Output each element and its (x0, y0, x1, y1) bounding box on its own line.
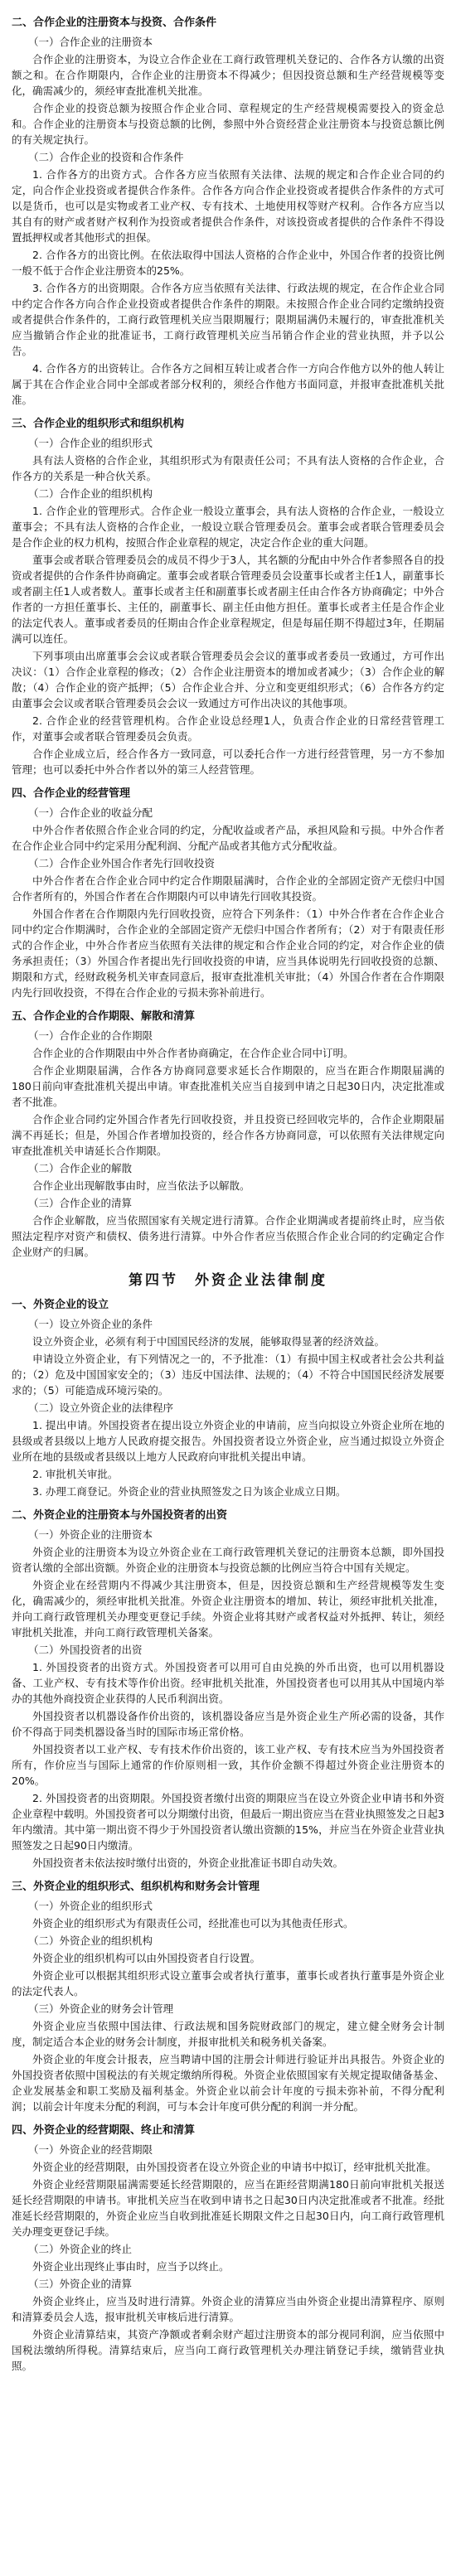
subheading: （一）合作企业的组织形式 (28, 437, 153, 449)
subheading: （二）设立外资企业的法律程序 (28, 1402, 174, 1414)
subheading: （一）外资企业的组织形式 (28, 1900, 153, 1912)
heading-jv-capital: 二、合作企业的注册资本与投资、合作条件 (12, 17, 217, 29)
paragraph: 外资企业的年度会计报表，应当聘请中国的注册会计师进行验证并出具报告。外资企业的外国投资者依照中国税法的有关规定缴纳所得税。外资企业依照国家有关规定提取储备基金、企业发展基金和职工奖励及福利基金。外资企业以前会计年度的亏损未弥补前，不得分配利润；以前会计年度未分配的利润，可与本会计年度可供分配的利润一并分配。 (12, 2053, 444, 2113)
heading-jv-organization: 三、合作企业的组织形式和组织机构 (12, 418, 185, 430)
paragraph: 外资企业在经营期内不得减少其注册资本，但是，因投资总额和生产经营规模等发生变化，确需减少的，须经审批机关批准。外资企业注册资本的增加、转让，须经审批机关批准，并向工商行政管理机关办理变更登记手续。外资企业将其财产或者权益对外抵押、转让，须经审批机关批准，并向工商行政管理机关备案。 (12, 1579, 444, 1639)
paragraph: 2. 合作各方的出资比例。在依法取得中国法人资格的合作企业中，外国合作者的投资比例一般不低于合作企业注册资本的25%。 (12, 249, 444, 277)
paragraph: 外资企业应当依照中国法律、行政法规和国务院财政部门的规定，建立健全财务会计制度，制定适合本企业的财务会计制度，并报审批机关和税务机关备案。 (12, 2020, 444, 2048)
paragraph: 外资企业的组织机构可以由外国投资者自行设置。 (32, 1952, 261, 1964)
paragraph: 具有法人资格的合作企业，其组织形式为有限责任公司；不具有法人资格的合作企业，合作各方的关系是一种合伙关系。 (12, 454, 444, 482)
paragraph: 合作企业解散，应当依照国家有关规定进行清算。合作企业期满或者提前终止时，应当依照法定程序对资产和债权、债务进行清算。中外合作者应当依照合作企业合同的约定确定合作企业财产的归属。 (12, 1214, 444, 1258)
paragraph: 外资企业出现终止事由时，应当予以终止。 (32, 2260, 230, 2273)
paragraph: 2. 合作企业的经营管理机构。合作企业设总经理1人，负责合作企业的日常经营管理工作，对董事会或者联合管理委员会负责。 (12, 714, 444, 743)
paragraph: 1. 合作各方的出资方式。合作各方应当依照有关法律、法规的规定和合作企业合同的约定，向合作企业投资或者提供合作条件。合作各方向合作企业投资或者提供合作条件的方式可以是货币，也可以是实物或者工业产权、专有技术、土地使用权等财产权利。合作各方应当以其自有的财产或者财产权利作为投资或者提供合作条件，对该投资或者提供的合作条件不得设置抵押权或者其他形式的担保。 (12, 168, 444, 244)
paragraph: 外国投资者以工业产权、专有技术作价出资的，该工业产权、专有技术应当为外国投资者所有，作价应当与国际上通常的作价原则相一致，其作价金额不得超过外资企业注册资本的20%。 (12, 1743, 444, 1787)
subheading: （二）合作企业的解散 (28, 1162, 133, 1174)
subheading: （二）合作企业的组织机构 (28, 487, 153, 500)
paragraph: 中外合作者在合作企业合同中约定合作期限届满时，合作企业的全部固定资产无偿归中国合作者所有的，外国合作者在合作期限内可以申请先行回收其投资。 (12, 874, 444, 903)
paragraph: 中外合作者依照合作企业合同的约定，分配收益或者产品，承担风险和亏损。中外合作者在合作企业合同中约定采用分配利润、分配产品或者其他方式分配收益。 (12, 824, 444, 852)
section-title-foreign: 第四节 外资企业法律制度 (129, 1272, 327, 1289)
paragraph: 外国投资者未依法按时缴付出资的，外资企业批准证书即自动失效。 (32, 1857, 344, 1869)
subheading: （一）设立外资企业的条件 (28, 1318, 153, 1330)
paragraph: 合作企业成立后，经合作各方一致同意，可以委托合作一方进行经营管理，另一方不参加管理；也可以委托中外合作者以外的第三人经营管理。 (12, 748, 444, 776)
paragraph: 外国投资者以机器设备作价出资的，该机器设备应当是外资企业生产所必需的设备，其作价不得高于同类机器设备当时的国际市场正常价格。 (12, 1710, 444, 1738)
paragraph: 3. 办理工商登记。外资企业的营业执照签发之日为该企业成立日期。 (32, 1485, 347, 1498)
subheading: （二）外资企业的终止 (28, 2243, 133, 2255)
paragraph: 外资企业经营期限届满需要延长经营期限的，应当在距经营期满180日前向审批机关报送延长经营期限的申请书。审批机关应当在收到申请书之日起30日内决定批准或者不批准。经批准延长经营期限的，外资企业应当自收到批准延长期限文件之日起30日内，向工商行政管理机关办理变更登记手续。 (12, 2178, 444, 2238)
paragraph: 外资企业的注册资本为设立外资企业在工商行政管理机关登记的注册资本总额，即外国投资者认缴的全部出资额。外资企业的注册资本与投资总额的比例应当符合中国有关规定。 (12, 1546, 444, 1574)
subheading: （二）外资企业的组织机构 (28, 1934, 153, 1947)
subheading: （一）合作企业的合作期限 (28, 1029, 153, 1042)
subheading: （一）合作企业的注册资本 (28, 36, 153, 48)
paragraph: 合作企业的注册资本，为设立合作企业在工商行政管理机关登记的、合作各方认缴的出资额之和。在合作期限内，合作企业的注册资本不得减少；但因投资总额和生产经营规模等变化，确需减少的，须经审查批准机关批准。 (12, 53, 444, 97)
paragraph: 申请设立外资企业，有下列情况之一的，不予批准：（1）有损中国主权或者社会公共利益的；（2）危及中国国家安全的；（3）违反中国法律、法规的；（4）不符合中国国民经济发展要求的；（5）可能造成环境污染的。 (12, 1353, 444, 1397)
subheading: （二）外国投资者的出资 (28, 1644, 143, 1656)
paragraph: 外资企业的组织形式为有限责任公司，经批准也可以为其他责任形式。 (32, 1917, 354, 1930)
subheading: （三）合作企业的清算 (28, 1197, 133, 1209)
heading-fe-capital: 二、外资企业的注册资本与外国投资者的出资 (12, 1509, 228, 1522)
paragraph: 合作企业合同约定外国合作者先行回收投资，并且投资已经回收完毕的，合作企业期限届满不再延长；但是，外国合作者增加投资的，经合作各方协商同意，可以依照有关法律规定向审查批准机关申请延长合作期限。 (12, 1113, 444, 1157)
paragraph: 1. 提出申请。外国投资者在提出设立外资企业的申请前，应当向拟设立外资企业所在地的县级或者县级以上地方人民政府提交报告。外国投资者设立外资企业，应当通过拟设立外资企业所在地的县级或者县级以上地方人民政府向审批机关提出申请。 (12, 1419, 444, 1463)
paragraph: 外资企业终止，应当及时进行清算。外资企业的清算应当由外资企业提出清算程序、原则和清算委员会人选，报审批机关审核后进行清算。 (12, 2295, 444, 2323)
paragraph: 设立外资企业，必须有利于中国国民经济的发展，能够取得显著的经济效益。 (32, 1335, 386, 1348)
paragraph: 外资企业清算结束，其资产净额或者剩余财产超过注册资本的部分视同利润，应当依照中国税法缴纳所得税。清算结束后，应当向工商行政管理机关办理注销登记手续，缴销营业执照。 (12, 2328, 444, 2372)
heading-jv-profit: 四、合作企业的经营管理 (12, 787, 131, 800)
paragraph: 1. 外国投资者的出资方式。外国投资者可以用可自由兑换的外币出资，也可以用机器设备、工业产权、专有技术等作价出资。经审批机关批准，外国投资者也可以用其从中国境内举办的其他外商投资企业获得的人民币利润出资。 (12, 1661, 444, 1705)
paragraph: 4. 合作各方的出资转让。合作各方之间相互转让或者合作一方向合作他方以外的他人转让属于其在合作企业合同中全部或者部分权利的，须经合作他方书面同意，并报审查批准机关批准。 (12, 362, 444, 406)
paragraph: 1. 合作企业的管理形式。合作企业一般设立董事会，具有法人资格的合作企业，一般设立董事会；不具有法人资格的合作企业，一般设立联合管理委员会。董事会或者联合管理委员会是合作企业的权力机构，按照合作企业章程的规定，决定合作企业的重大问题。 (12, 505, 444, 549)
heading-fe-establish: 一、外资企业的设立 (12, 1299, 109, 1311)
paragraph: 合作企业的投资总额为按照合作企业合同、章程规定的生产经营规模需要投入的资金总和。合作企业的注册资本与投资总额的比例，参照中外合资经营企业注册资本与投资总额比例的有关规定执行。 (12, 102, 444, 146)
subheading: （一）合作企业的收益分配 (28, 806, 153, 819)
paragraph: 外资企业的经营期限，由外国投资者在设立外资企业的申请书中拟订，经审批机关批准。 (32, 2161, 437, 2173)
paragraph: 合作企业期限届满，合作各方协商同意要求延长合作期限的，应当在距合作期限届满的180日前向审查批准机关提出申请。审查批准机关应当自接到申请之日起30日内，决定批准或者不批准。 (12, 1064, 444, 1108)
heading-fe-term: 四、外资企业的经营期限、终止和清算 (12, 2124, 196, 2137)
paragraph: 合作企业的合作期限由中外合作者协商确定，在合作企业合同中订明。 (32, 1047, 354, 1059)
paragraph: 董事会或者联合管理委员会的成员不得少于3人，其名额的分配由中外合作者参照各自的投资或者提供的合作条件协商确定。董事会或者联合管理委员会设董事长或者主任1人，副董事长或者副主任1人或者数人。董事长或者主任和副董事长或者副主任由合作各方协商确定；中外合作者的一方担任董事长、主任的，副董事长、副主任由他方担任。董事长或者主任是合作企业的法定代表人。董事或者委员的任期由合作企业章程规定，但是每届任期不得超过3年，任期届满可以连任。 (12, 554, 444, 645)
subheading: （三）外资企业的清算 (28, 2278, 133, 2290)
paragraph: 2. 外国投资者的出资期限。外国投资者缴付出资的期限应当在设立外资企业申请书和外资企业章程中载明。外国投资者可以分期缴付出资，但最后一期出资应当在营业执照签发之日起3年内缴清。其中第一期出资不得少于外国投资者认缴出资额的15%，并应当在外资企业营业执照签发之日起90日内缴清。 (12, 1792, 444, 1852)
subheading: （一）外资企业的注册资本 (28, 1528, 153, 1541)
paragraph: 合作企业出现解散事由时，应当依法予以解散。 (32, 1179, 250, 1192)
document-page (12, 0, 444, 2374)
heading-fe-org: 三、外资企业的组织形式、组织机构和财务会计管理 (12, 1881, 260, 1893)
paragraph: 3. 合作各方的出资期限。合作各方应当依照有关法律、行政法规的规定，在合作企业合同中约定合作各方向合作企业投资或者提供合作条件的期限。未按照合作企业合同约定缴纳投资或者提供合作条件的，工商行政管理机关应当限期履行；限期届满仍未履行的，审查批准机关应当撤销合作企业的批准证书，工商行政管理机关应当吊销合作企业的营业执照，并予以公告。 (12, 282, 444, 357)
paragraph: 外资企业可以根据其组织形式设立董事会或者执行董事，董事长或者执行董事是外资企业的法定代表人。 (12, 1969, 444, 1997)
paragraph: 外国合作者在合作期限内先行回收投资，应符合下列条件：（1）中外合作者在合作企业合同中约定合作期满时，合作企业的全部固定资产无偿归中国合作者所有；（2）对于有限责任形式的合作企业，中外合作者应当依照有关法律的规定和合作企业合同的约定，对合作企业的债务承担责任；（3）外国合作者提出先行回收投资的申请，应当具体说明先行回收投资的总额、期限和方式，经财政税务机关审查同意后，报审查批准机关审批；（4）外国合作者在合作期限内先行回收投资，不得在合作企业的亏损未弥补前进行。 (12, 908, 444, 999)
subheading: （二）合作企业的投资和合作条件 (28, 151, 184, 163)
paragraph: 2. 审批机关审批。 (32, 1468, 119, 1480)
heading-jv-term: 五、合作企业的合作期限、解散和清算 (12, 1010, 196, 1023)
subheading: （二）合作企业外国合作者先行回收投资 (28, 857, 216, 869)
subheading: （一）外资企业的经营期限 (28, 2143, 153, 2156)
subheading: （三）外资企业的财务会计管理 (28, 2002, 174, 2015)
paragraph: 下列事项由出席董事会会议或者联合管理委员会会议的董事或者委员一致通过，方可作出决议：（1）合作企业章程的修改；（2）合作企业注册资本的增加或者减少；（3）合作企业的解散；（4）合作企业的资产抵押；（5）合作企业合并、分立和变更组织形式；（6）合作各方约定由董事会会议或者联合管理委员会会议一致通过方可作出决议的其他事项。 (12, 650, 444, 709)
